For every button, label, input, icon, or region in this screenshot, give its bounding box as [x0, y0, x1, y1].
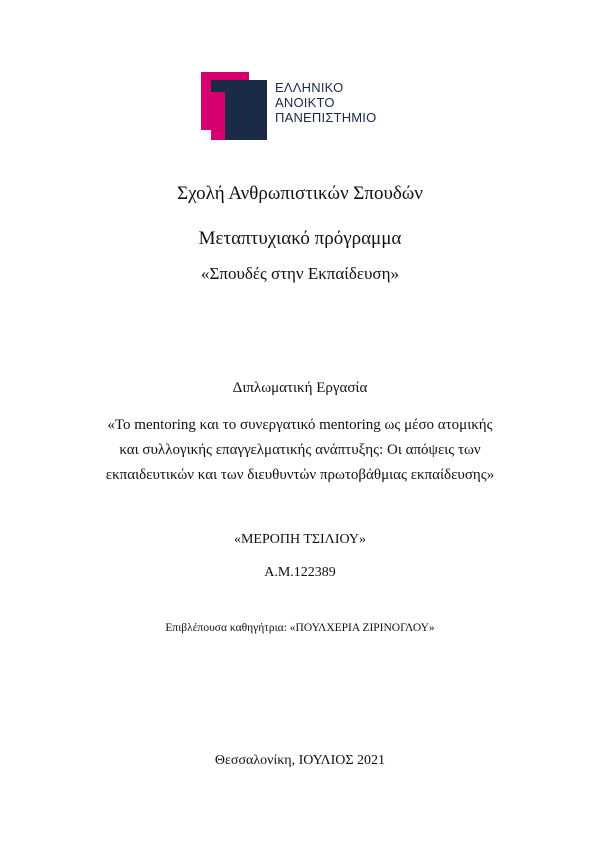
university-name [275, 80, 376, 125]
thesis-title-line-3: εκπαιδευτικών και των διευθυντών πρωτοβάθμιας εκπαίδευσης» [105, 467, 495, 483]
school-name: Σχολή Ανθρωπιστικών Σπουδών [177, 183, 423, 204]
thesis-title-line-2: και συλλογικής επαγγελματικής ανάπτυξης: Οι απόψεις των [119, 442, 481, 458]
thesis-type: Διπλωματική Εργασία [232, 380, 368, 396]
university-logo [201, 72, 401, 142]
author-name: «ΜΕΡΟΠΗ ΤΣΙΛΙΟΥ» [233, 532, 367, 547]
thesis-title-line-1: «Το mentoring και το συνεργατικό mentoring ως μέσο ατομικής [107, 417, 493, 433]
university-name-line-3: ΠΑΝΕΠΙΣΤΗΜΙΟ [275, 110, 377, 125]
place-date: Θεσσαλονίκη, ΙΟΥΛΙΟΣ 2021 [214, 753, 386, 768]
program-name: «Σπουδές στην Εκπαίδευση» [201, 264, 399, 283]
university-name-line-1: ΕΛΛΗΝΙΚΟ [275, 80, 344, 95]
program-heading: Μεταπτυχιακό πρόγραμμα [198, 228, 402, 249]
university-logo-icon [201, 72, 269, 142]
thesis-title [0, 413, 600, 488]
university-name-line-2: ΑΝΟΙΚΤΟ [275, 95, 335, 110]
registration-number: Α.Μ.122389 [264, 565, 336, 580]
supervisor: Επιβλέπουσα καθηγήτρια: «ΠΟΥΛΧΕΡΙΑ ΖΙΡΙΝΟΓΛΟΥ» [165, 622, 435, 634]
